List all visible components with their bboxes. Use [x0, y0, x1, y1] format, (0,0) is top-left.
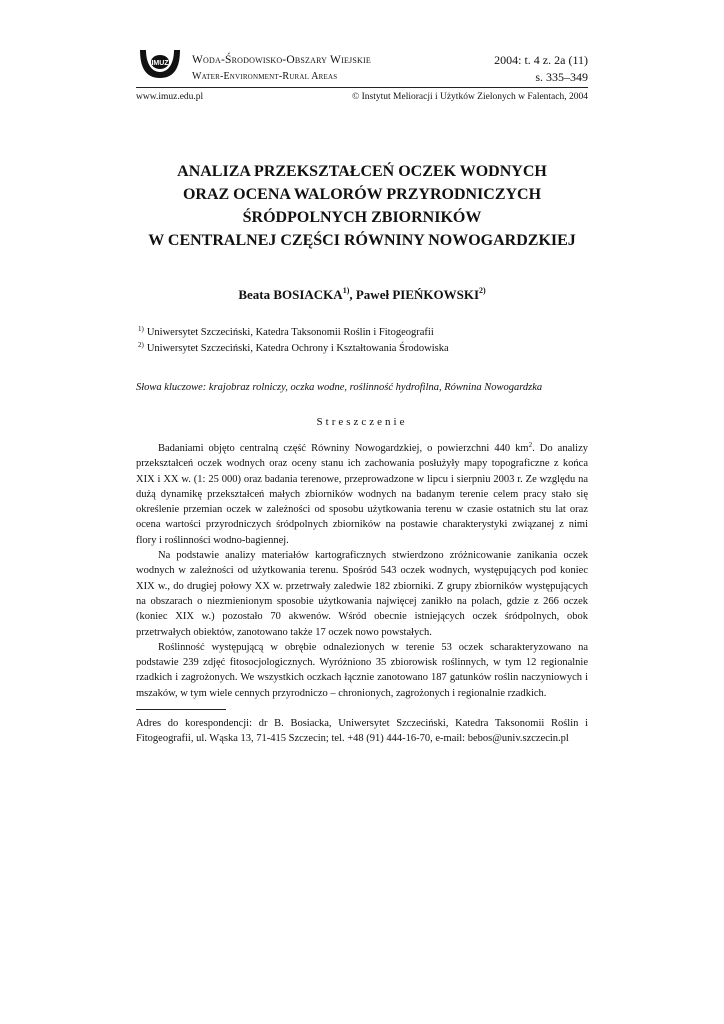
header-rule [136, 87, 588, 88]
journal-header [136, 50, 588, 90]
affiliation [138, 341, 449, 354]
journal-name-en: Water-Environment-Rural Areas [192, 71, 338, 82]
footnote-rule [136, 709, 226, 710]
page-range: s. 335–349 [535, 70, 588, 84]
affiliation-text: Uniwersytet Szczeciński, Katedra Taksonomii Roślin i Fitogeografii [146, 327, 434, 338]
author-list [136, 286, 588, 303]
abstract-paragraph: Roślinność występującą w obrębie odnalezionych w terenie 53 oczek scharakteryzowano na podstawie 239 zdjęć fitosocjologicznych. Wyróżniono 35 zbiorowisk roślinnych, w tym 12 regionalnie rzadkich i zagrożonych. We wszystkich oczkach łącznie zanotowano 187 gatunków roślin naczyniowych i mszaków, w tym wiele cennych przyrodniczo – chronionych, zagrożonych i regionalnie rzadkich. [136, 641, 588, 699]
issue-info: 2004: t. 4 z. 2a (11) [494, 53, 588, 67]
website-link[interactable]: www.imuz.edu.pl [136, 92, 204, 102]
abstract-text: Badaniami objęto centralną część Równiny Nowogardzkiej, o powierzchni 440 km [158, 443, 529, 454]
author-separator: , [349, 287, 356, 302]
affiliation [138, 325, 434, 338]
author-name: Paweł PIEŃKOWSKI [355, 287, 480, 302]
abstract-paragraph [136, 441, 588, 548]
title-line: ORAZ OCENA WALORÓW PRZYRODNICZYCH [182, 186, 542, 203]
article-title [136, 160, 588, 252]
affiliation-mark: 1) [138, 325, 144, 333]
affiliation-mark: 2) [138, 341, 144, 349]
correspondence-footnote: Adres do korespondencji: dr B. Bosiacka, Uniwersytet Szczeciński, Katedra Taksonomii Roślin i Fitogeografii, ul. Wąska 13, 71-415 Szczecin; tel. +48 (91) 444-16-70, e-mail: bebos@univ.szczecin.pl [136, 718, 588, 745]
superscript: 2 [528, 441, 533, 449]
title-line: W CENTRALNEJ CZĘŚCI RÓWNINY NOWOGARDZKIEJ [148, 232, 576, 249]
title-line: ANALIZA PRZEKSZTAŁCEŃ OCZEK WODNYCH [177, 163, 547, 180]
author-affil-mark: 2) [479, 286, 486, 295]
affiliation-text: Uniwersytet Szczeciński, Katedra Ochrony i Kształtowania Środowiska [146, 343, 449, 354]
keywords: Słowa kluczowe: krajobraz rolniczy, oczka wodne, roślinność hydrofilna, Równina Nowogardzka [136, 382, 543, 393]
title-line: ŚRÓDPOLNYCH ZBIORNIKÓW [242, 209, 482, 226]
author-name: Beata BOSIACKA [238, 287, 343, 302]
journal-name-pl: Woda-Środowisko-Obszary Wiejskie [192, 54, 371, 66]
svg-text:IMUZ: IMUZ [151, 60, 169, 67]
author-affil-mark: 1) [342, 286, 350, 295]
abstract-text: . Do analizy przekształceń oczek wodnych oraz oceny stanu ich zachowania posłużyły mapy topograficzne z końca XIX i XX w. (1: 25 000) oraz badania terenowe, przeprowadzone w lipcu i sierpniu 2003 r. Ze względu na dużą dynamikę przekształceń małych zbiorników wodnych na badanym terenie celem pracy stało się określenie przemian oczek w zależności od sposobu użytkowania terenu w czasie ostatnich stu lat oraz ocena wartości przyrodniczych śródpolnych zbiorników na postawie charakterystyki związanej z nimi flory i roślinności wodno-bagiennej. [136, 443, 588, 546]
copyright-notice: © Instytut Melioracji i Użytków Zielonych w Falentach, 2004 [352, 92, 588, 102]
abstract-body [136, 441, 588, 701]
abstract-paragraph: Na podstawie analizy materiałów kartograficznych stwierdzono zróżnicowanie zanikania oczek wodnych w zależności od użytkowania terenu. Spośród 543 oczek wodnych, występujących pod koniec XIX w., do drugiej połowy XX w. przetrwały zaledwie 182 zbiorniki. Z grupy zbiorników występujących na obszarach o niezmienionym sposobie użytkowania najwięcej zanikło na polach, gdzie z 266 oczek (koniec XIX w.) pozostało 70 akwenów. Wśród obecnie istniejących oczek śródpolnych, obok przetrwałych obiektów, zanotowano także 17 oczek nowo powstałych. [136, 550, 588, 638]
abstract-heading: Streszczenie [316, 416, 408, 428]
